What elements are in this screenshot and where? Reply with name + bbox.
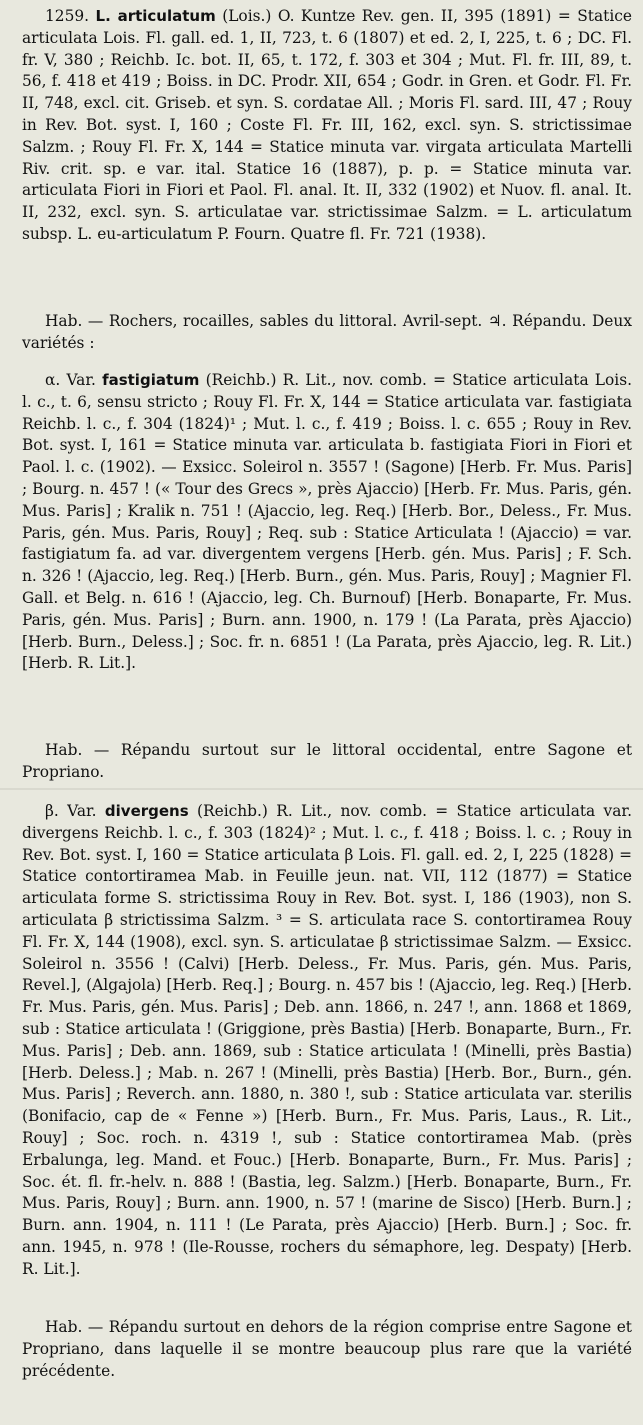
variety-alpha-name: fastigiatum (102, 371, 200, 389)
habitat-beta (22, 1317, 632, 1382)
variety-alpha (22, 370, 632, 675)
habitat-beta-text: Hab. — Répandu surtout en dehors de la région comprise entre Sagone et Propriano, dans laquelle il se montre beaucoup plus rare que la variété précédente. (22, 1318, 632, 1380)
habitat-general (22, 311, 632, 355)
variety-alpha-paragraph (22, 370, 632, 675)
variety-beta-text: (Reichb.) R. Lit., nov. comb. = Statice articulata var. divergens Reichb. l. c., f. 303 (1824)² ; Mut. l. c., f. 418 ; Boiss. l. c. ; Rouy in Rev. Bot. syst. I, 160 = Statice articulata β Lois. Fl. gall. ed. 2, I, 225 (1828) = Statice contortiramea Mab. in Feuille jeun. nat. VII, 112 (1877) = Statice articulata forme S. strictissima Rouy in Rev. Bot. syst. I, 186 (1903), non S. articulata β strictissima Salzm. ³ = S. articulata race S. contortiramea Rouy Fl. Fr. X, 144 (1908), excl. syn. S. articulatae β strictissimae Salzm. — Exsicc. Soleirol n. 3556 ! (Calvi) [Herb. Deless., Fr. Mus. Paris, gén. Mus. Paris, Revel.], (Algajola) [Herb. Req.] ; Bourg. n. 457 bis ! (Ajaccio, leg. Req.) [Herb. Fr. Mus. Paris, gén. Mus. Paris] ; Deb. ann. 1866, n. 247 !, ann. 1868 et 1869, sub : Statice articulata ! (Griggione, près Bastia) [Herb. Bonaparte, Burn., Fr. Mus. Paris] ; Deb. ann. 1869, sub : Statice articulata ! (Minelli, près Bastia) [Herb. Deless.] ; Mab. n. 267 ! (Minelli, près Bastia) [Herb. Bor., Burn., gén. Mus. Paris] ; Reverch. ann. 1880, n. 380 !, sub : Statice articulata var. sterilis (Bonifacio, cap de « Fenne ») [Herb. Burn., Fr. Mus. Paris, Laus., R. Lit., Rouy] ; Soc. roch. n. 4319 !, sub : Statice contortiramea Mab. (près Erbalunga, leg. Mand. et Fouc.) [Herb. Bonaparte, Burn., Fr. Mus. Paris] ; Soc. ét. fl. fr.-helv. n. 888 ! (Bastia, leg. Salzm.) [Herb. Bonaparte, Burn., Fr. Mus. Paris, Rouy] ; Burn. ann. 1900, n. 57 ! (marine de Sisco) [Herb. Burn.] ; Burn. ann. 1904, n. 111 ! (Le Parata, près Ajaccio) [Herb. Burn.] ; Soc. fr. ann. 1945, n. 978 ! (Ile-Rousse, rochers du sémaphore, leg. Despaty) [Herb. R. Lit.]. (22, 802, 632, 1278)
habitat-alpha-text: Hab. — Répandu surtout sur le littoral occidental, entre Sagone et Propriano. (22, 741, 632, 781)
species-name: L. articulatum (95, 7, 216, 25)
variety-beta-paragraph (22, 801, 632, 1281)
variety-beta-prefix: β. Var. (45, 802, 97, 820)
species-entry (22, 6, 632, 246)
entry-number: 1259. (45, 7, 90, 25)
habitat-alpha (22, 740, 632, 784)
variety-beta (22, 801, 632, 1281)
variety-beta-name: divergens (104, 802, 189, 820)
species-synonymy: (Lois.) O. Kuntze Rev. gen. II, 395 (1891) = Statice articulata Lois. Fl. gall. ed. 1, II, 723, t. 6 (1807) et ed. 2, I, 225, t. 6 ; DC. Fl. fr. V, 380 ; Reichb. Ic. bot. II, 65, t. 172, f. 303 et 304 ; Mut. Fl. fr. III, 89, t. 56, f. 418 et 419 ; Boiss. in DC. Prodr. XII, 654 ; Godr. in Gren. et Godr. Fl. Fr. II, 748, excl. cit. Griseb. et syn. S. cordatae All. ; Moris Fl. sard. III, 47 ; Rouy in Rev. Bot. syst. I, 160 ; Coste Fl. Fr. III, 162, excl. syn. S. strictissimae Salzm. ; Rouy Fl. Fr. X, 144 = Statice minuta var. virgata articulata Martelli Riv. crit. sp. e var. ital. Statice 16 (1887), p. p. = Statice minuta var. articulata Fiori in Fiori et Paol. Fl. anal. It. II, 332 (1902) et Nuov. fl. anal. It. II, 232, excl. syn. S. articulatae var. strictissimae Salzm. = L. articulatum subsp. L. eu-articulatum P. Fourn. Quatre fl. Fr. 721 (1938). (22, 7, 632, 243)
scan-seam (0, 788, 643, 790)
species-paragraph (22, 6, 632, 246)
variety-alpha-prefix: α. Var. (45, 371, 96, 389)
variety-alpha-text: (Reichb.) R. Lit., nov. comb. = Statice articulata Lois. l. c., t. 6, sensu stricto ; Rouy Fl. Fr. X, 144 = Statice articulata var. fastigiata Reichb. l. c., f. 304 (1824)¹ ; Mut. l. c., f. 419 ; Boiss. l. c. 655 ; Rouy in Rev. Bot. syst. I, 161 = Statice minuta var. articulata b. fastigiata Fiori in Fiori et Paol. l. c. (1902). — Exsicc. Soleirol n. 3557 ! (Sagone) [Herb. Fr. Mus. Paris] ; Bourg. n. 457 ! (« Tour des Grecs », près Ajaccio) [Herb. Fr. Mus. Paris, gén. Mus. Paris] ; Kralik n. 751 ! (Ajaccio, leg. Req.) [Herb. Bor., Deless., Fr. Mus. Paris, gén. Mus. Paris, Rouy] ; Req. sub : Statice Articulata ! (Ajaccio) = var. fastigiatum fa. ad var. divergentem vergens [Herb. gén. Mus. Paris] ; F. Sch. n. 326 ! (Ajaccio, leg. Req.) [Herb. Burn., gén. Mus. Paris, Rouy] ; Magnier Fl. Gall. et Belg. n. 616 ! (Ajaccio, leg. Ch. Burnouf) [Herb. Bonaparte, Fr. Mus. Paris, gén. Mus. Paris] ; Burn. ann. 1900, n. 179 ! (La Parata, près Ajaccio) [Herb. Burn., Deless.] ; Soc. fr. n. 6851 ! (La Parata, près Ajaccio, leg. R. Lit.) [Herb. R. Lit.]. (22, 371, 632, 673)
habitat-text: Hab. — Rochers, rocailles, sables du littoral. Avril-sept. ♃. Répandu. Deux variétés : (22, 312, 632, 352)
